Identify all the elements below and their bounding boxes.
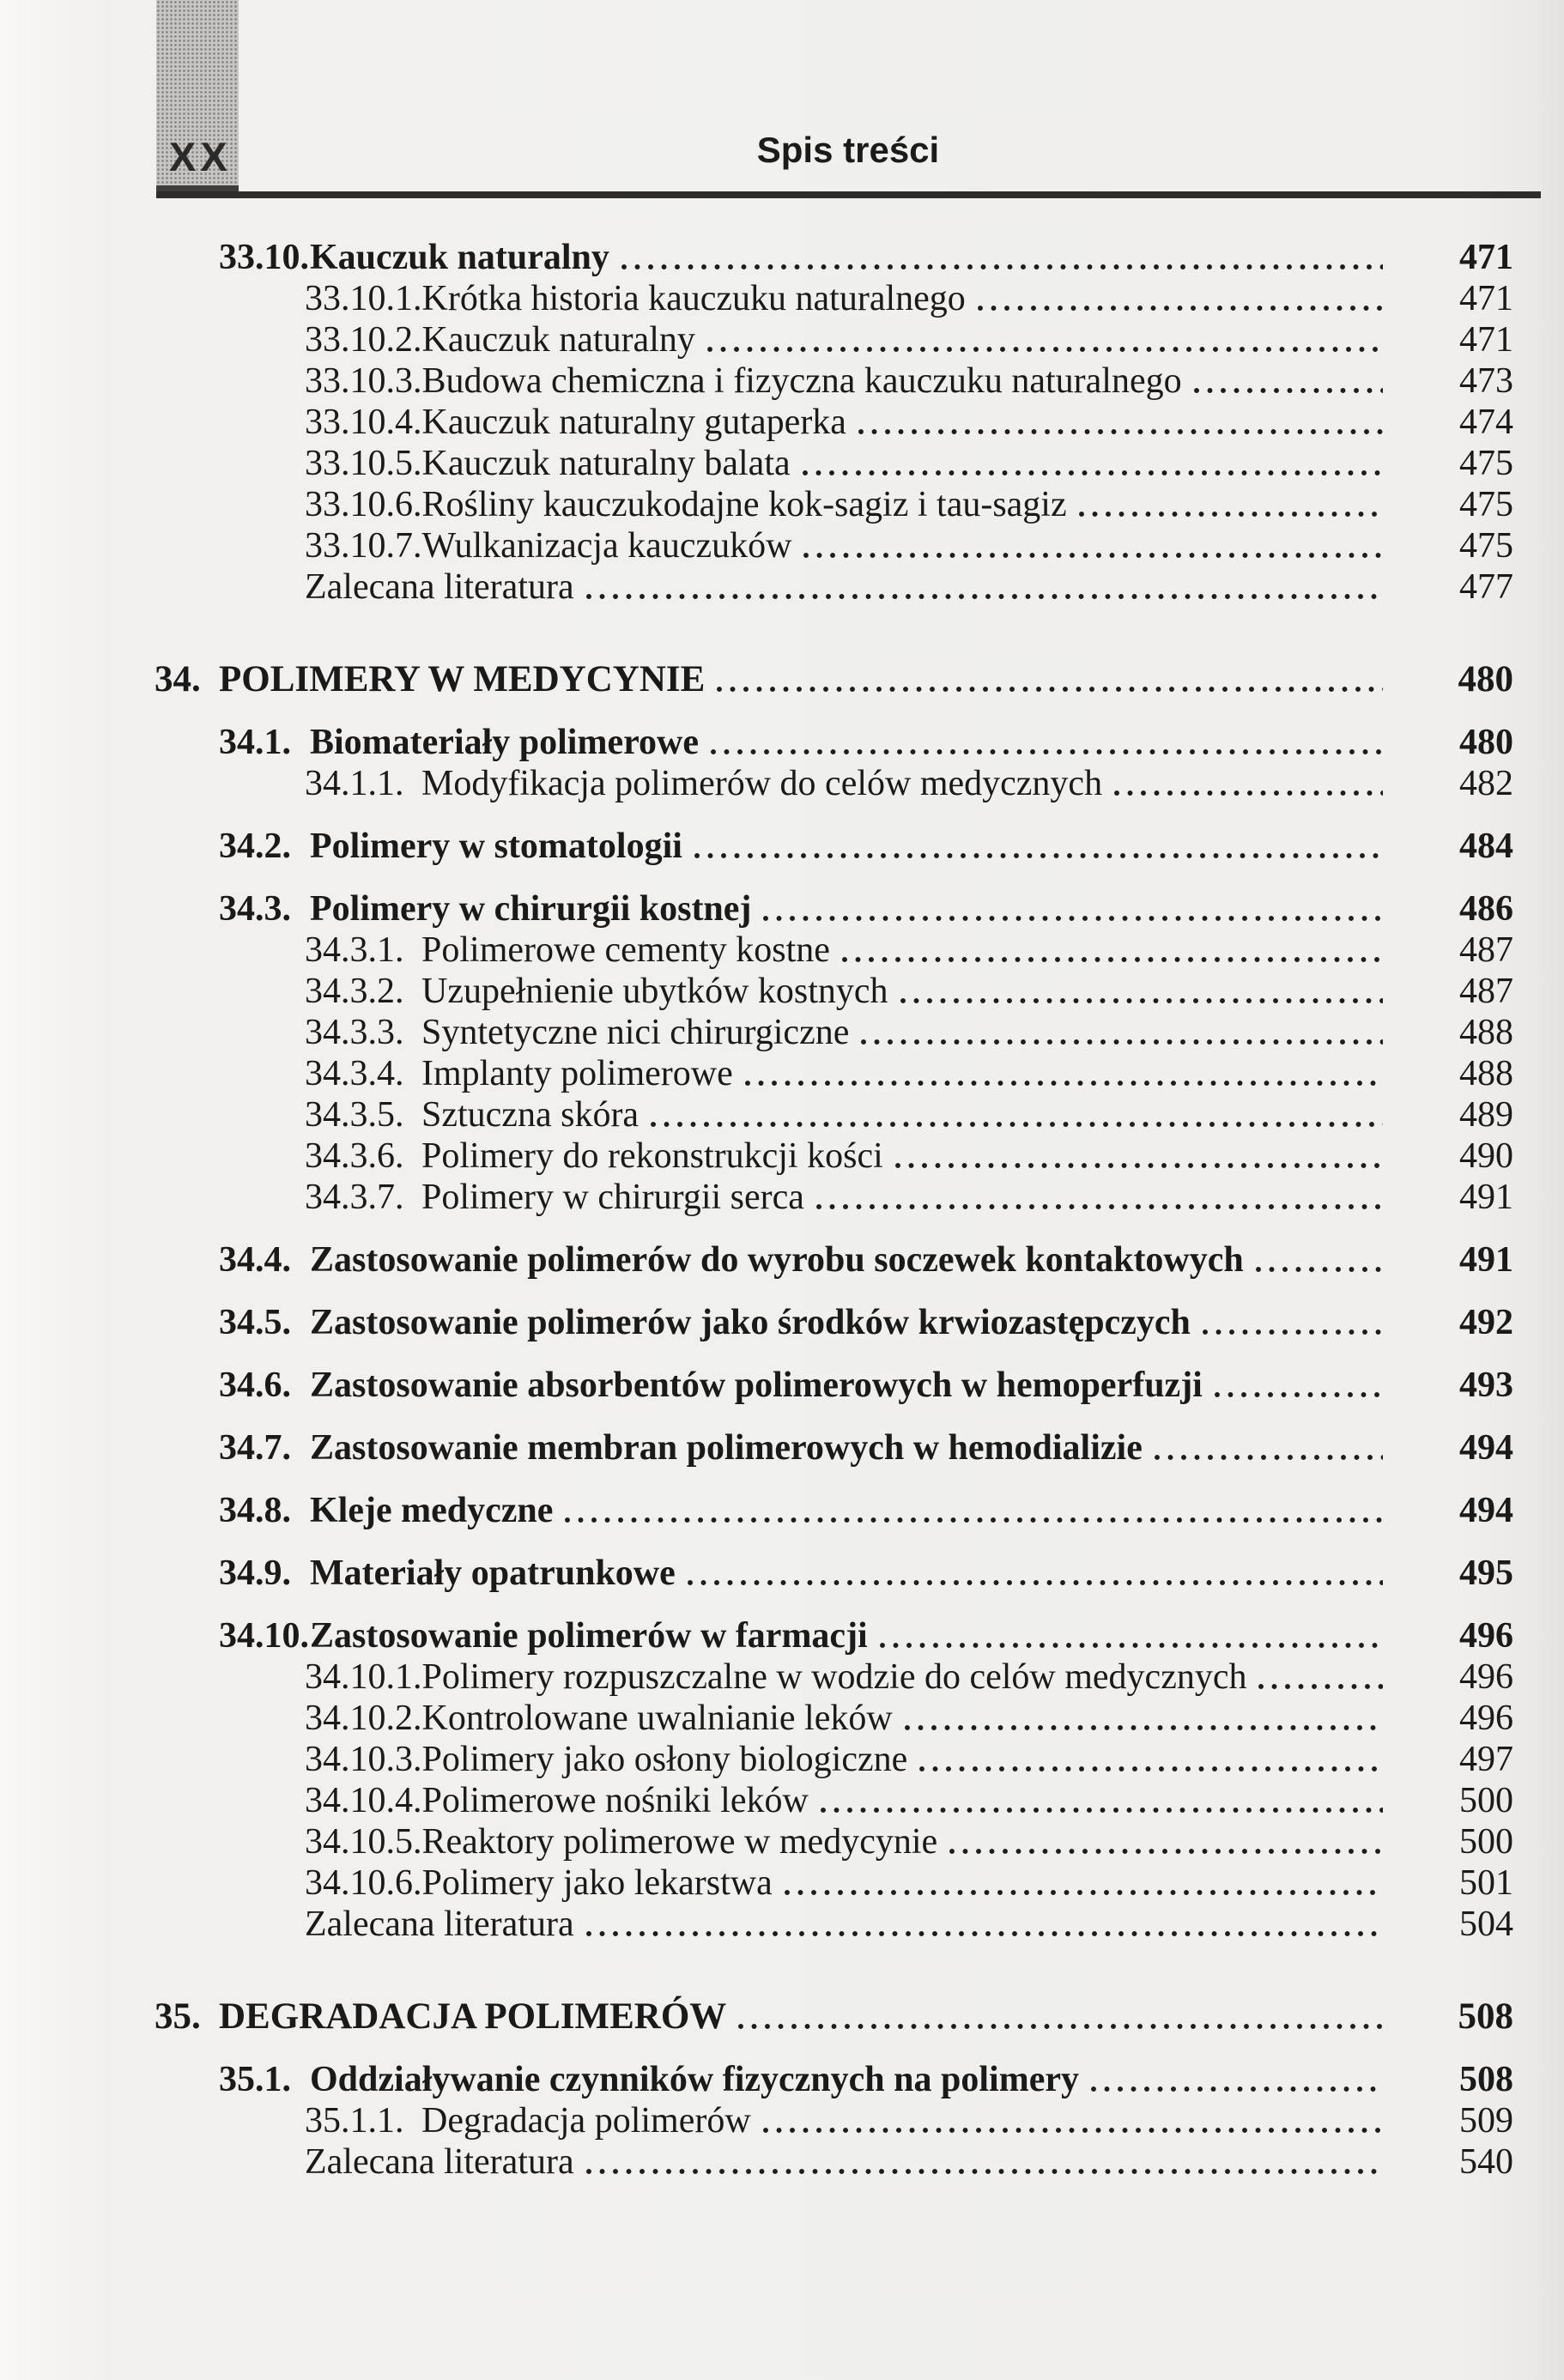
toc-entry-title: DEGRADACJA POLIMERÓW — [219, 1996, 727, 2037]
toc-entry — [0, 1053, 1513, 1094]
page-title: Spis treści — [756, 130, 940, 170]
toc-entry — [0, 1239, 1513, 1281]
toc-entry-number: 34.1. — [219, 723, 291, 762]
toc-entry-number: 34.3.3. — [305, 1013, 404, 1052]
toc-entry-title: Polimery jako lekarstwa — [421, 1863, 773, 1903]
toc-entry-title: Implanty polimerowe — [421, 1054, 733, 1093]
toc-entry-page: 490 — [1459, 1136, 1513, 1176]
toc-entry-number: 33.10.4. — [305, 403, 422, 442]
dot-leader — [803, 550, 1383, 560]
dot-leader — [1114, 788, 1383, 798]
toc-entry-title: Sztuczna skóra — [421, 1095, 640, 1135]
toc-entry-title: Zalecana literatura — [305, 567, 574, 607]
toc-entry-title: Polimery rozpuszczalne w wodzie do celów medycznych — [421, 1657, 1247, 1697]
toc-entry-page: 508 — [1459, 2060, 1513, 2099]
toc-entry-title: POLIMERY W MEDYCYNIE — [219, 659, 706, 699]
toc-entry-title: Zastosowanie polimerów do wyrobu soczewek kontaktowych — [310, 1240, 1244, 1280]
dot-leader — [1203, 1327, 1383, 1337]
toc-entry-title: Reaktory polimerowe w medycynie — [421, 1822, 938, 1862]
toc-entry — [0, 1739, 1513, 1780]
dot-leader — [1079, 509, 1383, 519]
toc-entry-title: Zastosowanie polimerów w farmacji — [310, 1616, 868, 1656]
toc-entry-number: 34.2. — [219, 827, 291, 866]
toc-entry-title: Kauczuk naturalny — [421, 320, 695, 360]
toc-entry-page: 471 — [1459, 279, 1513, 318]
toc-entry — [0, 659, 1513, 700]
toc-entry-number: 34.3.5. — [305, 1095, 404, 1135]
toc-entry-title: Polimery w chirurgii kostnej — [310, 889, 752, 929]
toc-entry-number: 33.10.5. — [305, 444, 422, 483]
toc-entry-page: 480 — [1458, 659, 1513, 699]
toc-entry-number: 34.6. — [219, 1366, 291, 1405]
toc-entry — [0, 888, 1513, 930]
toc-entry — [0, 1012, 1513, 1053]
toc-entry-page: 473 — [1459, 361, 1513, 401]
dot-leader — [900, 996, 1383, 1006]
toc-entry-page: 501 — [1459, 1863, 1513, 1903]
toc-entry-number: 34.9. — [219, 1553, 291, 1593]
toc-entry — [0, 2141, 1513, 2183]
dot-leader — [738, 2021, 1383, 2032]
toc-entry-title: Kauczuk naturalny balata — [421, 444, 791, 483]
dot-leader — [1258, 1681, 1383, 1692]
toc-entry-title: Zalecana literatura — [305, 1905, 574, 1944]
toc-entry-title: Polimerowe cementy kostne — [421, 930, 830, 970]
toc-entry — [0, 1656, 1513, 1698]
toc-entry-title: Kauczuk naturalny gutaperka — [421, 403, 846, 442]
dot-leader — [717, 684, 1383, 694]
toc-list — [0, 237, 1564, 2183]
toc-entry-number: 34.3.1. — [305, 930, 404, 970]
dot-leader — [842, 954, 1383, 965]
toc-entry-number: 34.10.1. — [305, 1657, 422, 1697]
toc-entry-page: 471 — [1459, 320, 1513, 360]
toc-entry-number: 34.3.4. — [305, 1054, 404, 1093]
toc-entry-title: Wulkanizacja kauczuków — [421, 526, 792, 566]
toc-entry-title: Degradacja polimerów — [421, 2101, 751, 2141]
toc-entry — [0, 930, 1513, 971]
dot-leader — [880, 1640, 1383, 1650]
dot-leader — [1256, 1264, 1383, 1275]
toc-entry — [0, 1553, 1513, 1594]
dot-leader — [861, 1037, 1383, 1047]
toc-entry-page: 495 — [1459, 1553, 1513, 1593]
dot-leader — [694, 851, 1383, 861]
toc-entry-page: 496 — [1459, 1657, 1513, 1697]
toc-entry — [0, 1302, 1513, 1343]
toc-entry-number: 34.3.6. — [305, 1136, 404, 1176]
toc-entry — [0, 402, 1513, 443]
dot-leader — [586, 591, 1383, 602]
toc-entry-number: 33.10.3. — [305, 361, 422, 401]
dot-leader — [711, 747, 1383, 757]
toc-entry-title: Zastosowanie absorbentów polimerowych w hemoperfuzji — [310, 1366, 1203, 1405]
toc-entry-page: 491 — [1459, 1240, 1513, 1280]
toc-entry-page: 471 — [1459, 238, 1513, 277]
toc-entry — [0, 1427, 1513, 1469]
toc-entry — [0, 1996, 1513, 2038]
toc-entry-page: 475 — [1459, 444, 1513, 483]
toc-entry-page: 487 — [1459, 930, 1513, 970]
dot-leader — [763, 2125, 1383, 2135]
toc-entry — [0, 826, 1513, 867]
toc-entry — [0, 1780, 1513, 1821]
toc-entry — [0, 1615, 1513, 1656]
toc-entry — [0, 360, 1513, 402]
dot-leader — [816, 1202, 1383, 1212]
toc-entry-page: 496 — [1459, 1616, 1513, 1656]
toc-entry-number: 34.7. — [219, 1428, 291, 1468]
toc-entry-title: Polimery jako osłony biologiczne — [421, 1740, 908, 1779]
toc-entry-page: 540 — [1459, 2142, 1513, 2182]
toc-entry-number: 33.10. — [219, 238, 309, 277]
toc-entry-page: 497 — [1459, 1740, 1513, 1779]
toc-entry-page: 508 — [1458, 1996, 1513, 2037]
toc-entry — [0, 443, 1513, 484]
toc-entry-title: Modyfikacja polimerów do celów medycznych — [421, 764, 1103, 803]
toc-entry-number: 34.3.7. — [305, 1178, 404, 1217]
toc-entry-title: Polimery w chirurgii serca — [421, 1178, 804, 1217]
toc-entry-number: 34.10.6. — [305, 1863, 422, 1903]
toc-entry — [0, 1904, 1513, 1945]
toc-entry-number: 33.10.6. — [305, 485, 422, 524]
toc-entry-page: 486 — [1459, 889, 1513, 929]
toc-entry-page: 504 — [1459, 1905, 1513, 1944]
toc-entry-number: 34.5. — [219, 1303, 291, 1342]
toc-entry-title: Zastosowanie membran polimerowych w hemodializie — [310, 1428, 1143, 1468]
toc-entry-number: 35.1. — [219, 2060, 291, 2099]
toc-entry-number: 34.8. — [219, 1491, 291, 1530]
dot-leader — [565, 1515, 1383, 1525]
toc-entry-page: 488 — [1459, 1054, 1513, 1093]
toc-entry-number: 33.10.2. — [305, 320, 422, 360]
dot-leader — [586, 1929, 1383, 1939]
toc-entry-title: Biomateriały polimerowe — [310, 723, 699, 762]
toc-entry-title: Zalecana literatura — [305, 2142, 574, 2182]
toc-entry-number: 34.1.1. — [305, 764, 404, 803]
toc-entry-page: 500 — [1459, 1781, 1513, 1820]
dot-leader — [978, 303, 1383, 313]
toc-entry-page: 493 — [1459, 1366, 1513, 1405]
dot-leader — [586, 2166, 1383, 2177]
dot-leader — [919, 1764, 1383, 1774]
toc-entry — [0, 484, 1513, 525]
toc-entry-title: Uzupełnienie ubytków kostnych — [421, 972, 888, 1011]
toc-entry — [0, 1862, 1513, 1904]
toc-entry-number: 34.10.2. — [305, 1699, 422, 1738]
toc-entry-page: 492 — [1459, 1303, 1513, 1342]
toc-entry — [0, 278, 1513, 319]
toc-entry-page: 487 — [1459, 972, 1513, 1011]
toc-entry — [0, 971, 1513, 1012]
toc-entry-number: 35.1.1. — [305, 2101, 404, 2141]
toc-entry — [0, 2059, 1513, 2100]
toc-entry-number: 34.10.3. — [305, 1740, 422, 1779]
dot-leader — [1091, 2084, 1383, 2094]
toc-entry-number: 34.10.5. — [305, 1822, 422, 1862]
dot-leader — [785, 1887, 1383, 1898]
toc-entry-page: 475 — [1459, 485, 1513, 524]
header-rule — [156, 191, 1541, 198]
toc-entry-page: 484 — [1459, 827, 1513, 866]
toc-entry-page: 474 — [1459, 403, 1513, 442]
toc-entry — [0, 763, 1513, 804]
toc-entry-page: 480 — [1459, 723, 1513, 762]
toc-entry — [0, 722, 1513, 763]
dot-leader — [821, 1805, 1383, 1815]
toc-entry-title: Materiały opatrunkowe — [310, 1553, 676, 1593]
dot-leader — [763, 913, 1383, 924]
toc-entry-title: Polimery do rekonstrukcji kości — [421, 1136, 883, 1176]
dot-leader — [905, 1723, 1383, 1733]
toc-entry-number: 33.10.1. — [305, 279, 422, 318]
page-number-label: XX — [169, 134, 232, 179]
toc-entry-page: 477 — [1459, 567, 1513, 607]
toc-entry-page: 496 — [1459, 1699, 1513, 1738]
toc-entry-title: Zastosowanie polimerów jako środków krwiozastępczych — [310, 1303, 1191, 1342]
toc-entry-number: 35. — [155, 1996, 201, 2037]
toc-entry-title: Kontrolowane uwalnianie leków — [421, 1699, 893, 1738]
toc-entry — [0, 1698, 1513, 1739]
toc-entry — [0, 566, 1513, 608]
toc-entry-number: 33.10.7. — [305, 526, 422, 566]
toc-entry — [0, 319, 1513, 360]
toc-entry-page: 475 — [1459, 526, 1513, 566]
toc-entry-title: Polimery w stomatologii — [310, 827, 682, 866]
toc-entry-page: 500 — [1459, 1822, 1513, 1862]
dot-leader — [895, 1160, 1383, 1171]
toc-entry-title: Syntetyczne nici chirurgiczne — [421, 1013, 850, 1052]
dot-leader — [621, 262, 1383, 272]
dot-leader — [858, 427, 1383, 437]
toc-entry — [0, 1135, 1513, 1177]
toc-entry-title: Polimerowe nośniki leków — [421, 1781, 809, 1820]
toc-entry — [0, 237, 1513, 278]
toc-entry-page: 494 — [1459, 1491, 1513, 1530]
toc-entry — [0, 1177, 1513, 1218]
dot-leader — [1155, 1452, 1383, 1463]
toc-entry-number: 34.3. — [219, 889, 291, 929]
toc-entry-number: 34.10. — [219, 1616, 309, 1656]
dot-leader — [707, 344, 1383, 354]
toc-entry-page: 491 — [1459, 1178, 1513, 1217]
toc-entry-page: 482 — [1459, 764, 1513, 803]
toc-entry — [0, 525, 1513, 566]
toc-entry — [0, 1490, 1513, 1531]
toc-entry — [0, 1821, 1513, 1862]
toc-entry-number: 34. — [155, 659, 201, 699]
dot-leader — [745, 1078, 1383, 1088]
dot-leader — [1215, 1390, 1383, 1400]
toc-entry — [0, 1094, 1513, 1135]
dot-leader — [1194, 385, 1383, 396]
toc-entry-number: 34.3.2. — [305, 972, 404, 1011]
toc-entry — [0, 2100, 1513, 2141]
toc-entry-title: Oddziaływanie czynników fizycznych na polimery — [310, 2060, 1079, 2099]
toc-entry-page: 489 — [1459, 1095, 1513, 1135]
toc-entry-page: 509 — [1459, 2101, 1513, 2141]
dot-leader — [803, 468, 1383, 478]
dot-leader — [688, 1578, 1383, 1588]
toc-entry-page: 494 — [1459, 1428, 1513, 1468]
toc-entry-number: 34.4. — [219, 1240, 291, 1280]
toc-entry-title: Kleje medyczne — [310, 1491, 554, 1530]
toc-entry-number: 34.10.4. — [305, 1781, 422, 1820]
toc-entry-page: 488 — [1459, 1013, 1513, 1052]
toc-entry-title: Kauczuk naturalny — [310, 238, 609, 277]
toc-entry — [0, 1365, 1513, 1406]
toc-entry-title: Budowa chemiczna i fizyczna kauczuku naturalnego — [421, 361, 1182, 401]
toc-entry-title: Krótka historia kauczuku naturalnego — [421, 279, 966, 318]
dot-leader — [651, 1119, 1383, 1129]
toc-entry-title: Rośliny kauczukodajne kok-sagiz i tau-sagiz — [421, 485, 1067, 524]
dot-leader — [949, 1846, 1383, 1856]
